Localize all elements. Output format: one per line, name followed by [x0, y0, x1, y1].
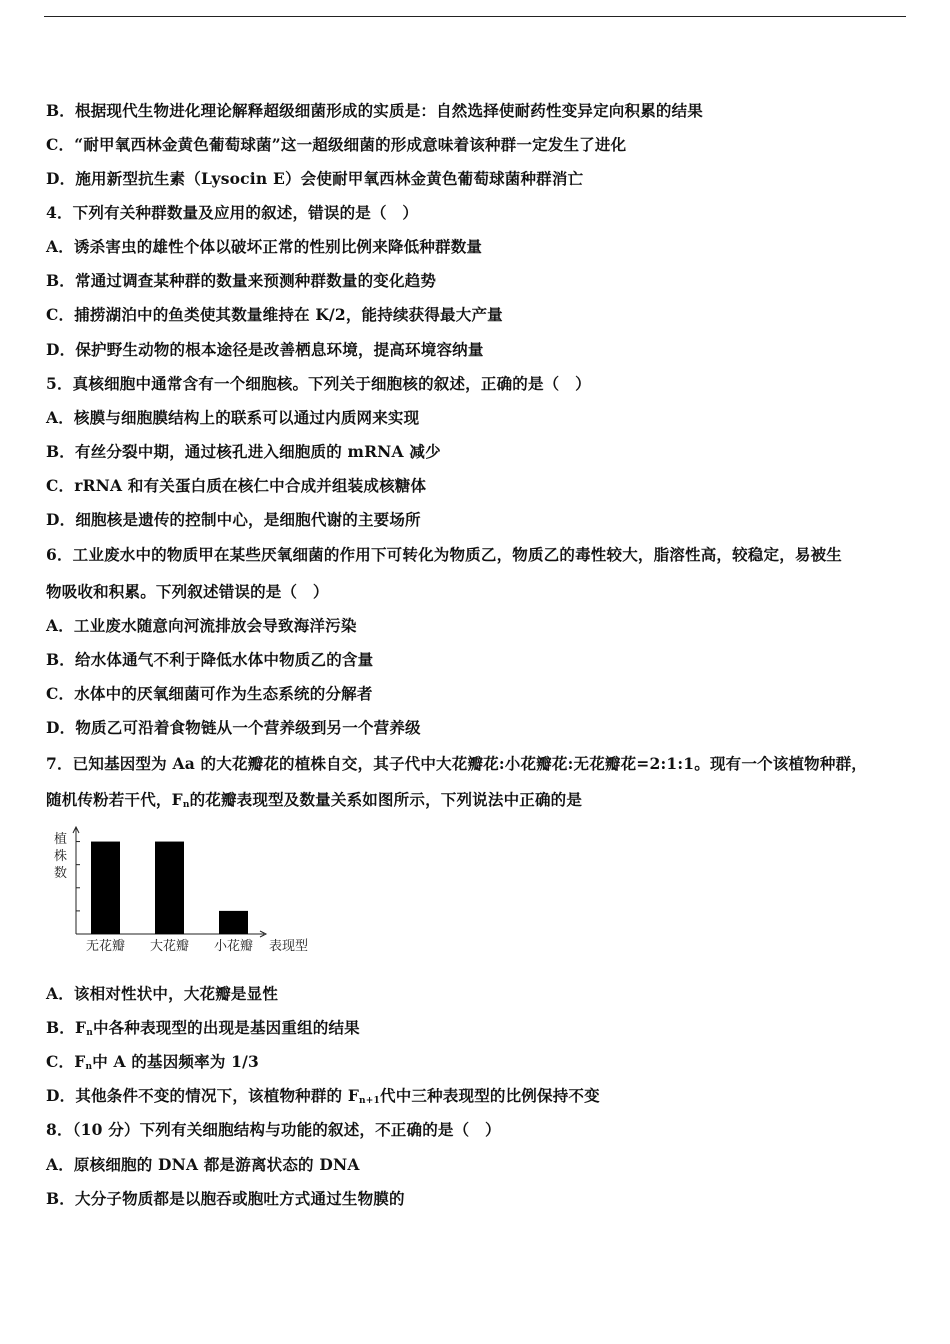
q8-stem: 8．（10 分）下列有关细胞结构与功能的叙述，不正确的是（ ） — [46, 1120, 501, 1139]
q4-stem: 4．下列有关种群数量及应用的叙述，错误的是（ ） — [46, 203, 419, 222]
q4-option-b: B．常通过调查某种群的数量来预测种群数量的变化趋势 — [46, 271, 437, 290]
q5-option-a: A．核膜与细胞膜结构上的联系可以通过内质网来实现 — [46, 408, 420, 427]
x-axis-label: 表现型 — [269, 939, 309, 954]
q6-option-b: B．给水体通气不利于降低水体中物质乙的含量 — [46, 650, 374, 669]
q6-option-d: D．物质乙可沿着食物链从一个营养级到另一个营养级 — [46, 718, 421, 737]
petal-phenotype-bar-chart — [44, 822, 334, 962]
bars — [91, 842, 248, 934]
q5-option-c: C．rRNA 和有关蛋白质在核仁中合成并组装成核糖体 — [46, 476, 427, 495]
q3-option-c: C．“耐甲氧西林金黄色葡萄球菌”这一超级细菌的形成意味着该种群一定发生了进化 — [46, 135, 627, 154]
y-axis-label — [54, 831, 67, 881]
q3-option-d: D．施用新型抗生素（Lysocin E）会使耐甲氧西林金黄色葡萄球菌种群消亡 — [46, 169, 584, 188]
q5-option-d: D．细胞核是遗传的控制中心，是细胞代谢的主要场所 — [46, 510, 421, 529]
q8-option-b: B．大分子物质都是以胞吞或胞吐方式通过生物膜的 — [46, 1189, 405, 1208]
q5-stem: 5．真核细胞中通常含有一个细胞核。下列关于细胞核的叙述，正确的是（ ） — [46, 374, 591, 393]
q3-option-b: B．根据现代生物进化理论解释超级细菌形成的实质是：自然选择使耐药性变异定向积累的结果 — [46, 101, 704, 120]
q7-option-c: C．$F_n$中 A 的基因频率为 1/3 — [46, 1052, 259, 1072]
q7-option-b: B．$F_n$中各种表现型的出现是基因重组的结果 — [46, 1018, 360, 1038]
q6-option-a: A．工业废水随意向河流排放会导致海洋污染 — [46, 616, 357, 635]
q4-option-a: A．诱杀害虫的雄性个体以破坏正常的性别比例来降低种群数量 — [46, 237, 483, 256]
q7-stem-line2: 随机传粉若干代，$F_n$的花瓣表现型及数量关系如图所示，下列说法中正确的是 — [46, 790, 583, 810]
q4-option-c: C．捕捞湖泊中的鱼类使其数量维持在 K/2，能持续获得最大产量 — [46, 305, 503, 324]
y-axis-label-char: 植 — [54, 832, 68, 847]
x-tick-labels — [86, 938, 253, 954]
q8-option-a: A．原核细胞的 DNA 都是游离状态的 DNA — [46, 1155, 360, 1174]
q5-option-b: B．有丝分裂中期，通过核孔进入细胞质的 mRNA 减少 — [46, 442, 441, 461]
q6-stem-line2: 物吸收和积累。下列叙述错误的是（ ） — [46, 582, 329, 601]
bar-2 — [155, 842, 184, 934]
y-axis-label-char: 株 — [54, 849, 68, 864]
x-tick-label: 无花瓣 — [85, 939, 126, 954]
q6-stem-line1: 6．工业废水中的物质甲在某些厌氧细菌的作用下可转化为物质乙，物质乙的毒性较大，脂溶性高，较稳定，易被生 — [46, 545, 842, 564]
x-tick-label: 大花瓣 — [149, 939, 190, 954]
q7-option-d: D．其他条件不变的情况下，该植物种群的 $F_{n+1}$代中三种表现型的比例保持不变 — [46, 1086, 600, 1106]
header-rule — [44, 16, 906, 17]
q4-option-d: D．保护野生动物的根本途径是改善栖息环境，提高环境容纳量 — [46, 340, 484, 359]
q7-option-a: A．该相对性状中，大花瓣是显性 — [46, 984, 279, 1003]
q6-option-c: C．水体中的厌氧细菌可作为生态系统的分解者 — [46, 684, 373, 703]
bar-3 — [219, 911, 248, 934]
bar-1 — [91, 842, 120, 934]
y-axis-label-char: 数 — [54, 866, 68, 881]
x-tick-label: 小花瓣 — [213, 939, 254, 954]
q7-stem-line1: 7．已知基因型为 Aa 的大花瓣花的植株自交，其子代中大花瓣花:小花瓣花:无花瓣花=2:1:1。现有一个该植物种群， — [46, 754, 867, 773]
